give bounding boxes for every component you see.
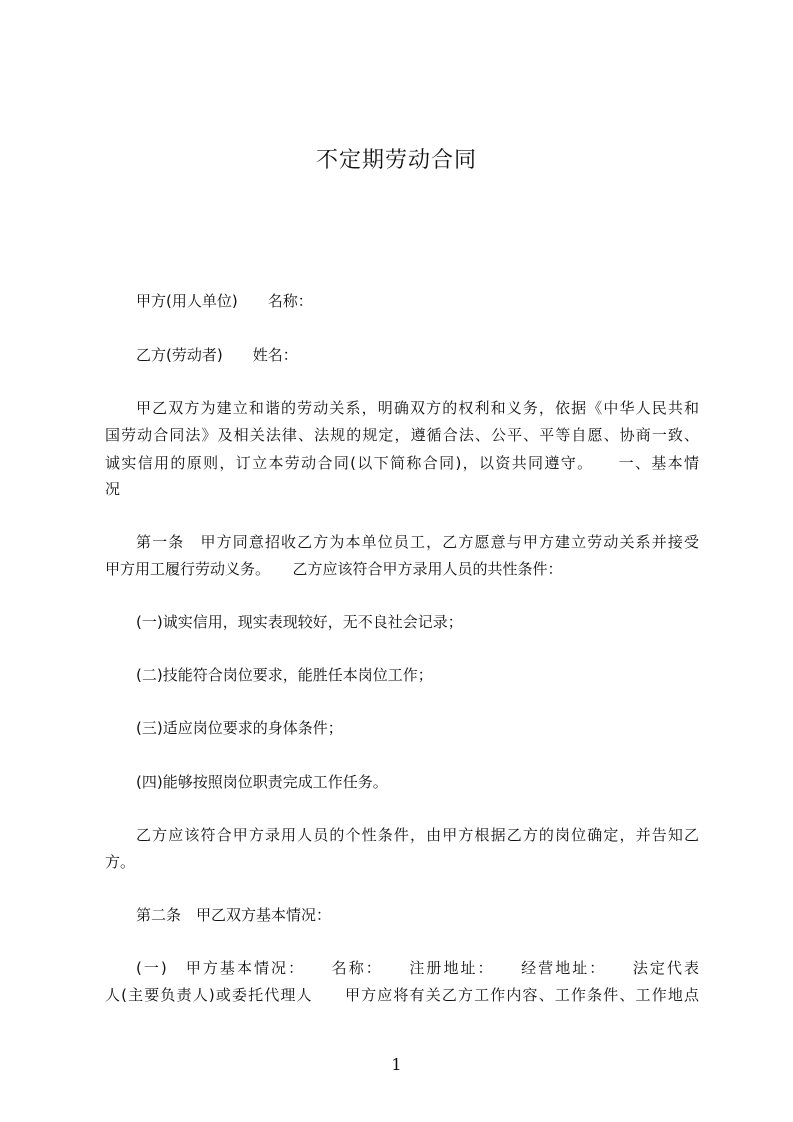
condition-item: (三)适应岗位要求的身体条件；	[136, 719, 343, 737]
intro-line-1: 甲乙双方为建立和谐的劳动关系，明确双方的权利和义务，依据《中华人民共和	[136, 399, 699, 417]
intro-line-2: 国劳动合同法》及相关法律、法规的规定，遵循合法、公平、平等自愿、协商一致、	[105, 426, 699, 444]
individual-conditions-line-2: 方。	[105, 853, 136, 871]
document-title: 不定期劳动合同	[315, 148, 477, 173]
article-1-line-1: 第一条 甲方同意招收乙方为本单位员工，乙方愿意与甲方建立劳动关系并接受	[136, 533, 699, 551]
article-2-detail-line-1: (一) 甲方基本情况： 名称： 注册地址： 经营地址： 法定代表	[136, 959, 699, 977]
article-1-line-2: 甲方用工履行劳动义务。 乙方应该符合甲方录用人员的共性条件：	[105, 560, 563, 578]
party-b-line: 乙方(劳动者) 姓名：	[136, 346, 298, 364]
individual-conditions-line-1: 乙方应该符合甲方录用人员的个性条件，由甲方根据乙方的岗位确定，并告知乙	[136, 826, 699, 844]
party-a-line: 甲方(用人单位) 名称：	[136, 292, 313, 310]
article-2-detail-line-2: 人(主要负责人)或委托代理人 甲方应将有关乙方工作内容、工作条件、工作地点	[105, 986, 699, 1004]
condition-item: (四)能够按照岗位职责完成工作任务。	[136, 773, 388, 791]
intro-line-4: 况	[105, 480, 121, 498]
condition-item: (二)技能符合岗位要求，能胜任本岗位工作；	[136, 666, 433, 684]
condition-item: (一)诚实信用，现实表现较好，无不良社会记录；	[136, 613, 463, 631]
page-number: 1	[391, 1055, 402, 1074]
article-2-heading: 第二条 甲乙双方基本情况：	[136, 906, 332, 924]
intro-line-3: 诚实信用的原则，订立本劳动合同(以下简称合同)，以资共同遵守。 一、基本情	[105, 454, 699, 472]
